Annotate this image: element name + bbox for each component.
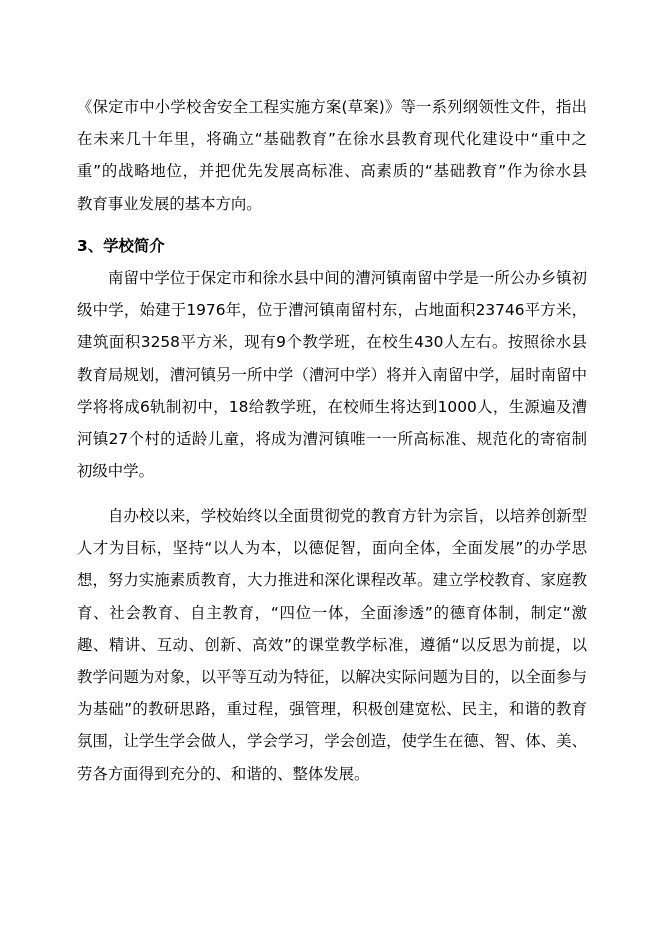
section-heading: 3、学校简介 xyxy=(77,237,165,255)
text-line: 育、社会教育、自主教育，“四位一体，全面渗透”的德育体制，制定“激 xyxy=(77,603,587,622)
text-line: 级中学，始建于1976年，位于漕河镇南留村东，占地面积23746平方米， xyxy=(77,301,587,320)
text-line: 氛围，让学生学会做人，学会学习，学会创造，使学生在德、智、体、美、 xyxy=(77,732,587,751)
text-line: 河镇27个村的适龄儿童，将成为漕河镇唯一一所高标准、规范化的寄宿制 xyxy=(77,429,587,448)
text-line: 初级中学。 xyxy=(77,462,154,481)
text-line: 学将将成6轨制初中，18给教学班，在校师生将达到1000人，生源遍及漕 xyxy=(77,397,587,416)
text-line: 《保定市中小学校舍安全工程实施方案(草案)》等一系列纲领性文件，指出 xyxy=(77,98,587,116)
text-line: 教育事业发展的基本方向。 xyxy=(77,194,262,213)
paragraph-policy xyxy=(77,91,587,220)
text-line: 建筑面积3258平方米，现有9个教学班，在校生430人左右。按照徐水县 xyxy=(77,333,587,352)
text-line: 人才为目标，坚持“以人为本，以德促智，面向全体，全面发展”的办学思 xyxy=(77,539,587,558)
paragraph-school-philosophy xyxy=(77,500,587,790)
text-line: 重”的战略地位，并把优先发展高标准、高素质的“基础教育”作为徐水县 xyxy=(77,162,587,181)
text-line: 自办校以来，学校始终以全面贯彻党的教育方针为宗旨，以培养创新型 xyxy=(108,507,587,525)
text-line: 南留中学位于保定市和徐水县中间的漕河镇南留中学是一所公办乡镇初 xyxy=(108,269,587,287)
paragraph-school-overview xyxy=(77,262,587,487)
text-line: 教学问题为对象，以平等互动为特征，以解决实际问题为目的，以全面参与 xyxy=(77,667,587,686)
text-line: 想，努力实施素质教育，大力推进和深化课程改革。建立学校教育、家庭教 xyxy=(77,571,587,590)
text-line: 劳各方面得到充分的、和谐的、整体发展。 xyxy=(77,764,370,783)
text-line: 趣、精讲、互动、创新、高效”的课堂教学标准，遵循“以反思为前提，以 xyxy=(77,635,587,654)
text-line: 为基础”的教研思路，重过程，强管理，积极创建宽松、民主，和谐的教育 xyxy=(77,700,587,719)
text-line: 教育局规划，漕河镇另一所中学（漕河中学）将并入南留中学，届时南留中 xyxy=(77,365,587,384)
text-line: 在未来几十年里，将确立“基础教育”在徐水县教育现代化建设中“重中之 xyxy=(77,130,587,149)
